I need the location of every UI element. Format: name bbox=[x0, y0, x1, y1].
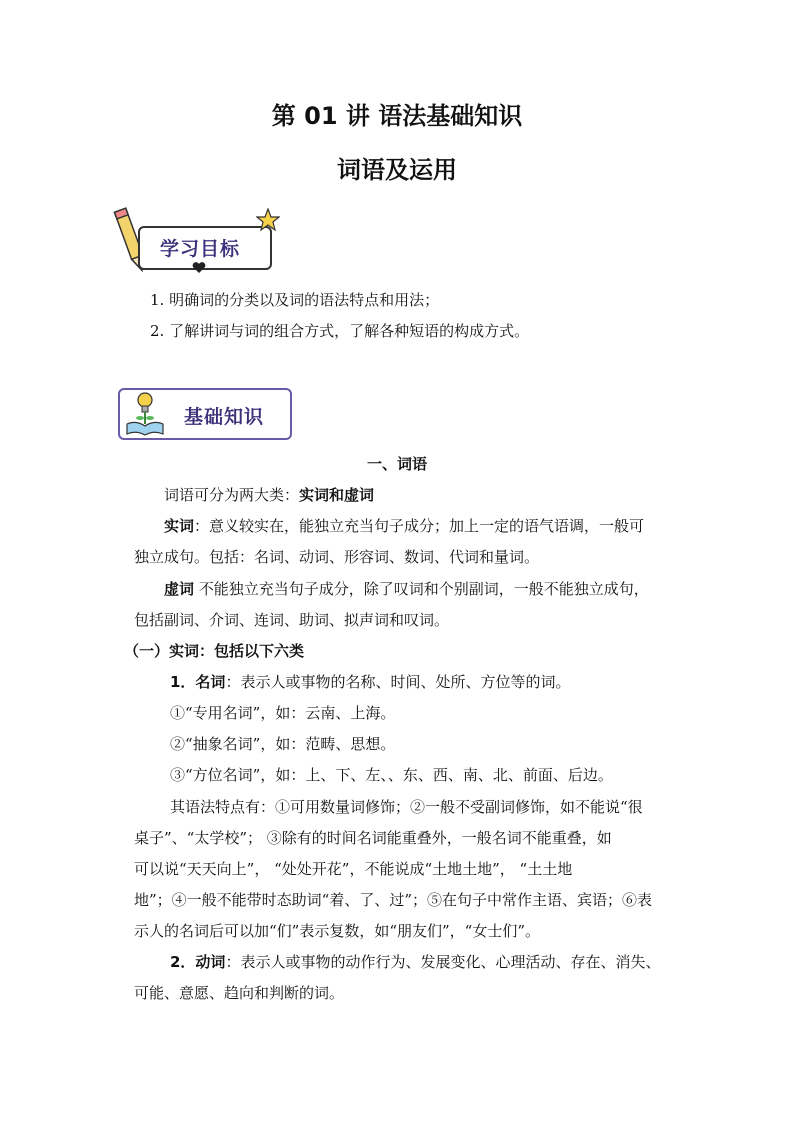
verb-line-1 bbox=[170, 951, 660, 972]
goals-banner bbox=[112, 204, 282, 274]
star-icon bbox=[256, 208, 280, 232]
noun-example: ②“抽象名词”，如：范畴、思想。 bbox=[170, 735, 396, 753]
noun-feature-line: 可以说“天天向上”， “处处开花”，不能说成“土地土地”， “土土地 bbox=[134, 860, 573, 878]
verb-line-2: 可能、意愿、趋向和判断的词。 bbox=[134, 984, 345, 1002]
xuci-text-1: 不能独立充当句子成分，除了叹词和个别副词，一般不能独立成句， bbox=[194, 580, 649, 598]
noun-feature-line: 地”；④一般不能带时态助词“着、了、过”；⑤在句子中常作主语、宾语；⑥表 bbox=[134, 891, 653, 909]
xuci-term: 虚词 bbox=[164, 580, 195, 598]
noun-term: 1．名词 bbox=[170, 673, 226, 691]
shici-line-1 bbox=[164, 515, 644, 536]
knowledge-banner bbox=[118, 388, 293, 442]
shici-text-1: ：意义较实在，能独立充当句子成分；加上一定的语气语调，一般可 bbox=[194, 517, 645, 535]
goal-item: 2. 了解讲词与词的组合方式，了解各种短语的构成方式。 bbox=[150, 322, 530, 340]
heart-icon bbox=[192, 262, 206, 274]
noun-def: ：表示人或事物的名称、时间、处所、方位等的词。 bbox=[225, 673, 571, 691]
noun-definition bbox=[170, 671, 570, 692]
xuci-line-2: 包括副词、介词、连词、助词、拟声词和叹词。 bbox=[134, 611, 450, 629]
intro-bold: 实词和虚词 bbox=[299, 486, 375, 504]
verb-term: 2．动词 bbox=[170, 953, 226, 971]
noun-feature-line: 其语法特点有：①可用数量词修饰；②一般不受副词修饰，如不能说“很 bbox=[170, 798, 643, 816]
noun-example: ①“专用名词”，如：云南、上海。 bbox=[170, 704, 396, 722]
shici-term: 实词 bbox=[164, 517, 195, 535]
verb-text-1: ：表示人或事物的动作行为、发展变化、心理活动、存在、消失、 bbox=[225, 953, 661, 971]
intro-text: 词语可分为两大类： bbox=[164, 486, 300, 504]
section-heading: 一、词语 bbox=[366, 455, 427, 473]
page-subtitle: 词语及运用 bbox=[337, 156, 457, 184]
goals-banner-label: 学习目标 bbox=[160, 238, 241, 260]
book-lightbulb-icon bbox=[124, 390, 166, 436]
page-title: 第 01 讲 语法基础知识 bbox=[271, 102, 523, 130]
goal-item: 1. 明确词的分类以及词的语法特点和用法； bbox=[150, 291, 440, 309]
noun-feature-line: 桌子”、“太学校”； ③除有的时间名词能重叠外，一般名词不能重叠，如 bbox=[134, 829, 612, 847]
intro-line bbox=[164, 484, 374, 505]
shici-line-2: 独立成句。包括：名词、动词、形容词、数词、代词和量词。 bbox=[134, 548, 540, 566]
noun-feature-line: 示人的名词后可以加“们”表示复数，如“朋友们”，“女士们”。 bbox=[134, 922, 541, 940]
knowledge-banner-label: 基础知识 bbox=[184, 406, 265, 428]
noun-example: ③“方位名词”，如：上、下、左、、东、西、南、北、前面、后边。 bbox=[170, 766, 613, 784]
subsection-heading: （一）实词：包括以下六类 bbox=[124, 642, 305, 660]
xuci-line-1 bbox=[164, 578, 649, 599]
